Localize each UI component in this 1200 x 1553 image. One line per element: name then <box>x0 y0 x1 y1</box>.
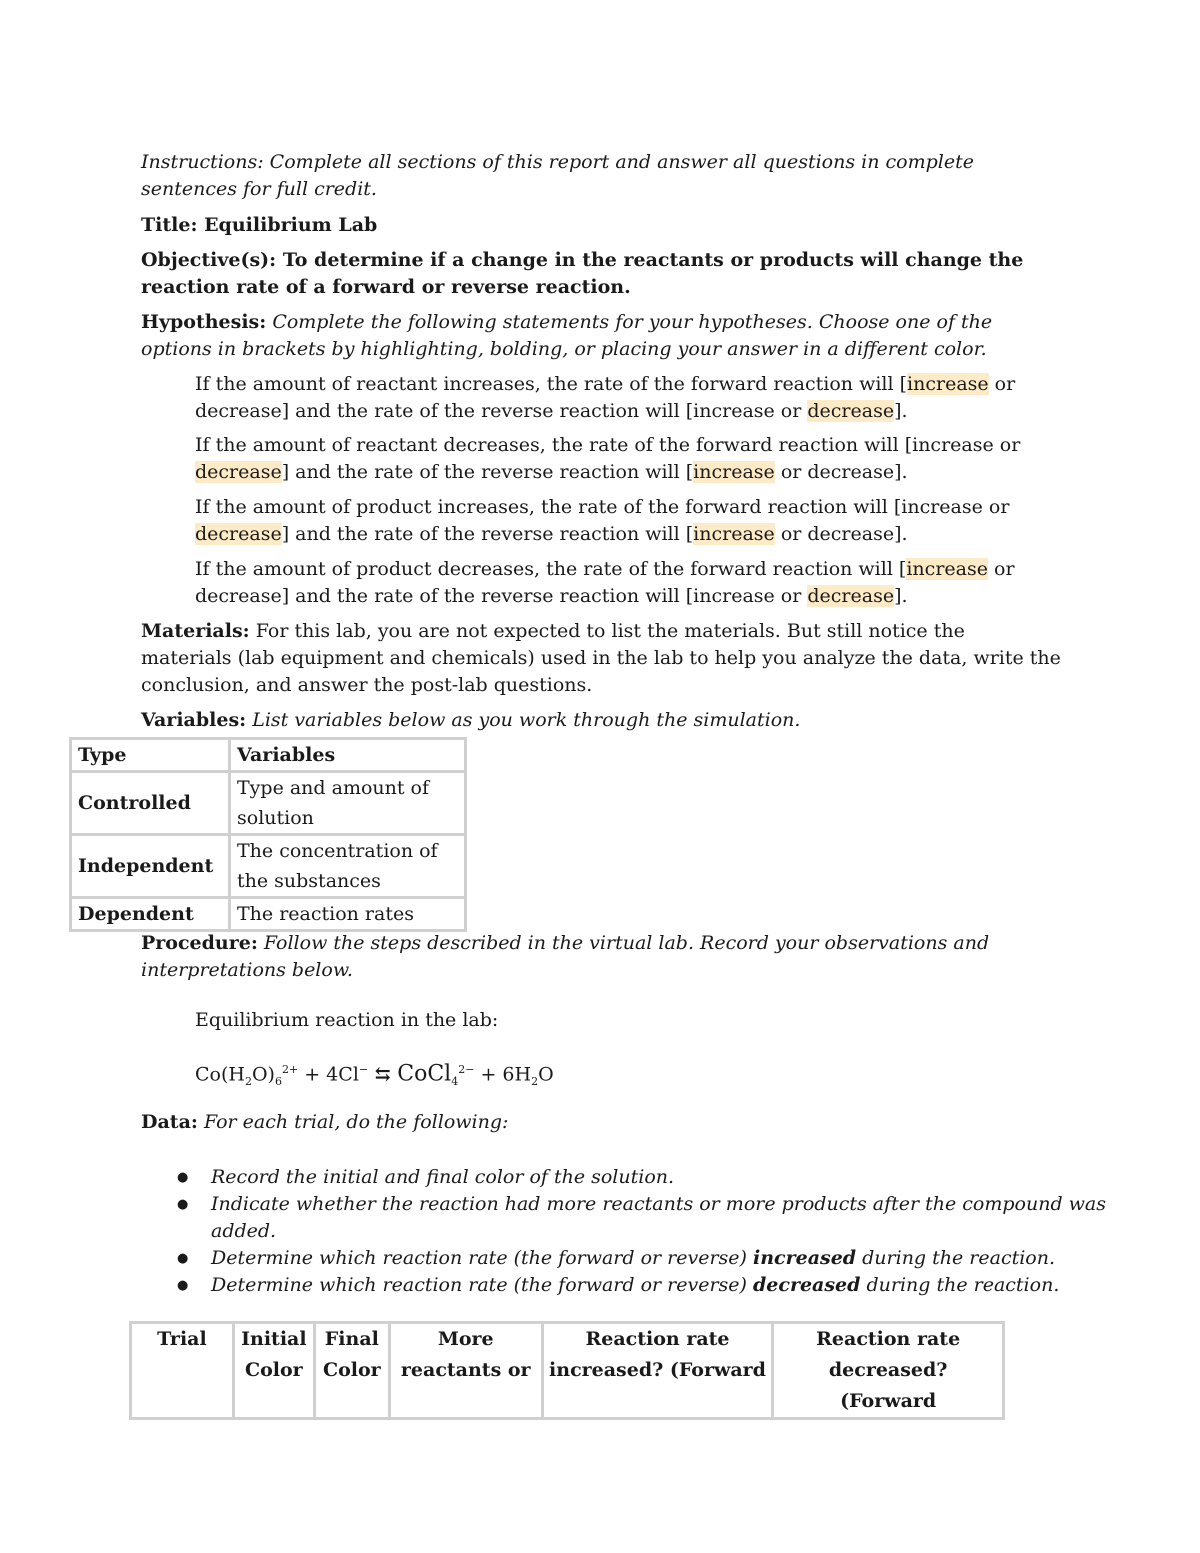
list-item <box>211 1191 1111 1245</box>
table-row <box>71 835 466 898</box>
eq-sub: 6 <box>274 1075 282 1089</box>
list-item-text: Record the initial and final color of the solution. <box>211 1166 675 1188</box>
statement-text: ] and the rate of the reverse reaction will [ <box>281 461 694 483</box>
table-header: Final Color <box>314 1323 389 1419</box>
highlighted-answer: increase <box>693 461 775 483</box>
data-table <box>129 1321 1005 1420</box>
eq-sub: 4 <box>451 1075 459 1089</box>
statement-text: ] and the rate of the reverse reaction will [ <box>281 523 694 545</box>
eq-sup: − <box>358 1063 369 1076</box>
list-item-text: Determine which reaction rate (the forward or reverse) <box>211 1247 753 1269</box>
equilibrium-arrow-icon: ⇆ <box>368 1063 398 1086</box>
highlighted-answer: increase <box>906 558 988 580</box>
data-label: Data: <box>141 1111 198 1133</box>
statement-text: or decrease]. <box>774 461 908 483</box>
variables-table <box>69 737 467 932</box>
table-row <box>71 898 466 931</box>
eq-sub: 2 <box>244 1075 252 1089</box>
hypothesis-text: Complete the following statements for your hypotheses. Choose one of the options in brackets by highlighting, bolding, or placing your answer in a different color. <box>141 311 993 360</box>
eq-part: Co(H <box>195 1063 245 1086</box>
procedure-text: Follow the steps described in the virtual lab. Record your observations and interpretations below. <box>141 932 990 981</box>
list-item-text: Determine which reaction rate (the forward or reverse) <box>211 1274 753 1296</box>
table-header: More reactants or <box>389 1323 542 1419</box>
statement-text: or decrease]. <box>774 523 908 545</box>
variables-label: Variables: <box>141 709 247 731</box>
table-cell: Controlled <box>71 772 230 835</box>
statement-text: ]. <box>894 400 908 422</box>
table-header-row <box>71 739 466 772</box>
list-item <box>211 1245 1111 1272</box>
hypothesis-statement <box>195 556 1055 610</box>
statement-text: If the amount of product decreases, the rate of the forward reaction will [ <box>195 558 907 580</box>
variables <box>141 707 1061 734</box>
equation-intro: Equilibrium reaction in the lab: <box>195 1009 499 1031</box>
table-header: Variables <box>230 739 466 772</box>
highlighted-answer: decrease <box>195 523 282 545</box>
eq-part: O) <box>251 1063 275 1086</box>
table-header: Initial Color <box>233 1323 314 1419</box>
statement-text: If the amount of reactant decreases, the rate of the forward reaction will [increase or <box>195 434 1021 456</box>
list-item-text: Indicate whether the reaction had more reactants or more products after the compound was added. <box>211 1193 1107 1242</box>
table-header: Reaction rate decreased? (Forward <box>773 1323 1004 1419</box>
list-item-emphasis: decreased <box>753 1274 861 1296</box>
table-header: Reaction rate increased? (Forward <box>542 1323 773 1419</box>
statement-text: If the amount of reactant increases, the rate of the forward reaction will [ <box>195 373 908 395</box>
list-item <box>211 1164 1111 1191</box>
list-item-emphasis: increased <box>753 1247 857 1269</box>
table-cell: Type and amount of solution <box>230 772 466 835</box>
data-section <box>141 1109 1061 1136</box>
table-cell: Dependent <box>71 898 230 931</box>
materials-label: Materials: <box>141 620 250 642</box>
chemical-equation <box>195 1056 1055 1095</box>
materials <box>141 618 1061 699</box>
table-header: Type <box>71 739 230 772</box>
table-cell: The reaction rates <box>230 898 466 931</box>
highlighted-answer: decrease <box>807 400 895 422</box>
hypothesis-statement <box>195 494 1055 548</box>
statement-text: ]. <box>894 585 908 607</box>
variables-text: List variables below as you work through the simulation. <box>252 709 801 731</box>
hypothesis-statement <box>195 371 1055 425</box>
title-text: Equilibrium Lab <box>204 214 378 236</box>
highlighted-answer: decrease <box>807 585 895 607</box>
highlighted-answer: increase <box>907 373 989 395</box>
table-row <box>71 772 466 835</box>
eq-part: O <box>538 1063 554 1086</box>
table-cell: Independent <box>71 835 230 898</box>
data-instructions-list <box>141 1164 1111 1299</box>
eq-part: + 4Cl <box>298 1063 359 1086</box>
list-item-text: during the reaction. <box>856 1247 1056 1269</box>
procedure-label: Procedure: <box>141 932 258 954</box>
hypothesis <box>141 309 1061 363</box>
instructions: Instructions: Complete all sections of this report and answer all questions in complete sentences for full credit. <box>141 151 974 200</box>
procedure <box>141 930 1061 984</box>
list-item-text: during the reaction. <box>860 1274 1060 1296</box>
table-header: Trial <box>131 1323 234 1419</box>
hypothesis-label: Hypothesis: <box>141 311 267 333</box>
eq-sub: 2 <box>531 1075 539 1089</box>
objective-text: To determine if a change in the reactants or products will change the reaction rate of a forward or reverse reaction. <box>141 249 1024 298</box>
eq-part: + 6H <box>474 1063 532 1086</box>
materials-text: For this lab, you are not expected to list the materials. But still notice the materials (lab equipment and chemicals) used in the lab to help you analyze the data, write the conclusion, and answer the post-lab questions. <box>141 620 1061 696</box>
table-cell: The concentration of the substances <box>230 835 466 898</box>
eq-sup: 2− <box>458 1063 475 1076</box>
objective-label: Objective(s): <box>141 249 277 271</box>
eq-part: CoCl <box>397 1061 452 1087</box>
statement-text: If the amount of product increases, the rate of the forward reaction will [increase or <box>195 496 1010 518</box>
highlighted-answer: increase <box>693 523 775 545</box>
table-header-row <box>131 1323 1004 1419</box>
objective <box>141 247 1061 301</box>
data-text: For each trial, do the following: <box>203 1111 509 1133</box>
highlighted-answer: decrease <box>195 461 282 483</box>
hypothesis-statement <box>195 432 1055 486</box>
list-item <box>211 1272 1111 1299</box>
statement-text: or decrease] and the rate of the reverse reaction will [increase or <box>195 373 1016 422</box>
eq-sup: 2+ <box>281 1063 299 1076</box>
statement-text: or decrease] and the rate of the reverse reaction will [increase or <box>195 558 1015 607</box>
title-label: Title: <box>141 214 198 236</box>
title-line <box>141 212 1061 239</box>
